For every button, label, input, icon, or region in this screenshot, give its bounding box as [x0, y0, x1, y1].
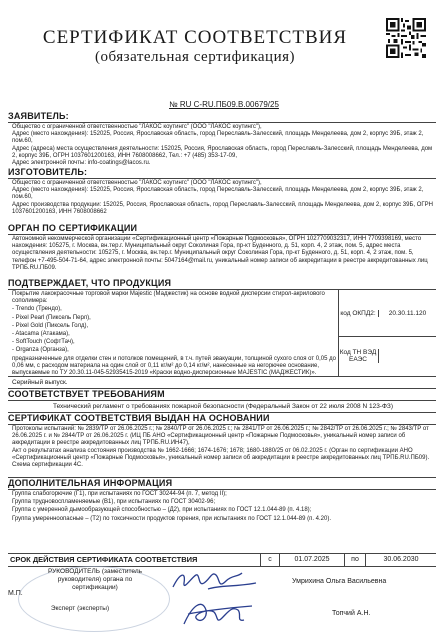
product-section-header — [8, 278, 436, 290]
serial-row — [8, 376, 436, 387]
applicant-section — [8, 111, 436, 167]
certification-body-section — [8, 223, 436, 272]
validity-to-date: 30.06.2030 — [383, 556, 419, 563]
certification-body-text: Автономной некоммерческой организации «Сертификационный центр «Пожарные Подмосковья», ОГРН 1027709032317, ИНН 7709398169, место нахождения: 105275, г. Москва, вн.тер.г. Муниципальный округ Соколиная Гора, пр-кт Буденного, д. 51, корп. 4, 2 этаж, пом. 5, адрес места осуществления деятельности: 105275, г. Москва, вн.тер.г. Муниципальный округ Соколиная Гора, пр-кт Буденного, д. 51, корп. 4, 2 этаж, пом. 5, телефон +7-495-504-71-64, адрес электронной почты: 5047164@mail.ru, уникальный номер записи об аккредитации в реестре аккредитованных лиц ТРПБ.RU.ПБ09. — [12, 236, 428, 271]
certificate-number: № RU C-RU.ПБ09.В.00679/25 — [169, 100, 279, 109]
product-description — [8, 290, 339, 376]
product-intro: Покрытие лакокрасочные торговой марки Majestic (Маджестик) на основе водной дисперсии стирол-акрилового сополимера: — [12, 291, 325, 305]
additional-info-section — [8, 477, 436, 523]
applicant-text: Общество с ограниченной ответственностью "ЛАКОС коутингс" (ООО "ЛАКОС коутингс"), Адрес (место нахождения): 152025, Россия, Ярославская область, город Переславль-Залесский, площадь Менделеева, дом 2, корпус 39Б, этаж 2, пом.60, Адрес (адреса) места осуществления деятельности: 152025, Россия, Ярославская область, город Переславль-Залесский, площадь Менделеева, дом 2, корпус 39Б, ОГРН 1037601200163, ИНН 7608008662, Тел.: +7 (485) 353-17-09, Адрес электронной почты: info-coatings@lacos.ru. — [12, 124, 433, 167]
validity-from-word: с — [260, 554, 280, 566]
tnved-code-label: Код ТН ВЭД ЕАЭС — [338, 349, 379, 363]
additional-info-line: Группа слабогорючие (Г1), при испытаниях по ГОСТ 30244-94 (п. 7, метод II); — [12, 491, 227, 497]
product-heading: ПОДТВЕРЖДАЕТ, ЧТО ПРОДУКЦИЯ — [8, 278, 436, 290]
basis-section — [8, 412, 436, 469]
applicant-heading: ЗАЯВИТЕЛЬ: — [8, 111, 436, 123]
manufacturer-section — [8, 167, 436, 216]
serial-text: Серийный выпуск. — [12, 379, 68, 386]
okpd-code-value: 20.30.11.120 — [388, 309, 427, 317]
requirements-heading: СООТВЕТСТВУЕТ ТРЕБОВАНИЯМ — [8, 388, 436, 401]
product-usage: предназначенные для отделки стен и потолков помещений, в т.ч. путей эвакуации, толщиной сухого слоя от 0,05 до 0,06 мм, с расходом материала на один слой от 0,11 кг/м² до 0,14 кг/м², нанесенные на негорючее основание, выпускаемые по ТУ 20.30.11-045-52935415-2019 «Краски водно-дисперсионные MAJESTIC (МАДЖЕСТИК)». — [12, 355, 336, 377]
qr-code-icon — [386, 18, 426, 58]
manufacturer-text: Общество с ограниченной ответственностью "ЛАКОС коутингс" (ООО "ЛАКОС коутингс"), Адрес (место нахождения): 152025, Россия, Ярославская область, город Переславль-Залесский, площадь Менделеева, дом 2, корпус 39Б, этаж 2, пом.60, Адрес производства продукции: 152025, Россия, Ярославская область, город Переславль-Залесский, площадь Менделеева, дом 2, корпус 39Б, ОГРН 1037601200163, ИНН 7608008662 — [12, 180, 434, 215]
basis-text: Протоколы испытаний: № 2839/ТР от 26.06.2025 г.; № 2840/ТР от 26.06.2025 г.; № 2841/ТР от 26.06.2025 г.; № 2842/ТР от 26.06.2025 г.; № 2843/ТР от 26.06.2025 г. и № 2844/ТР от 26.06.2025 г. (ИЦ ПБ АНО «Сертификационный центр «Пожарные Подмосковья», уникальный номер записи об аккредитации в реестре аккредитованных лиц ТРПБ.RU.ИН47), Акт о результатах анализа состояния производства № 1662-1666; 1674-1676; 1678; 1680-1880/25 от 06.02.2025 г. (Орган по сертификации АНО «Сертификационный центр «Пожарные Подмосковья», уникальный номер записи об аккредитации в реестре аккредитованных лиц ТРПБ.RU.ПБ09). Схема сертификации 4С. — [12, 426, 430, 469]
requirements-section — [8, 388, 436, 412]
additional-info-line: Группа умеренноопасные – (Т2) по токсичности продуктов горения, при испытаниях по ГОСТ 12.1.044-89 (п. 4.20). — [12, 515, 331, 522]
certification-body-heading: ОРГАН ПО СЕРТИФИКАЦИИ — [8, 223, 436, 235]
product-item: - SoftTouch (СофтТач), — [12, 339, 75, 346]
expert-role: Эксперт (эксперты) — [50, 605, 110, 612]
head-signature — [168, 565, 263, 597]
product-codes-table — [338, 290, 436, 376]
product-item: - Pixel Gold (Пиксель Голд), — [12, 322, 89, 329]
additional-info-heading: ДОПОЛНИТЕЛЬНАЯ ИНФОРМАЦИЯ — [8, 477, 436, 490]
product-item: - Trendo (Трендо), — [12, 306, 62, 313]
validity-from-date: 01.07.2025 — [294, 556, 330, 563]
head-role: РУКОВОДИТЕЛЬ (заместитель руководителя) органа по сертификации) — [47, 568, 143, 591]
okpd-code-label: код ОКПД2: — [338, 310, 379, 317]
additional-info-line: Группа трудновоспламеняемые (В1), при испытаниях по ГОСТ 30402-96; — [12, 499, 216, 506]
head-name: Умрихина Ольга Васильевна — [292, 578, 387, 585]
certificate-title: СЕРТИФИКАТ СООТВЕТСТВИЯ — [42, 27, 348, 48]
okpd-code-row — [338, 290, 436, 337]
tnved-code-row — [338, 337, 436, 375]
basis-heading: СЕРТИФИКАТ СООТВЕТСТВИЯ ВЫДАН НА ОСНОВАНИИ — [8, 412, 436, 425]
product-item: - Atacama (Атакама), — [12, 331, 70, 338]
product-item: - Organza (Органза), — [12, 347, 69, 354]
additional-info-line: Группа с умеренной дымообразующей способностью – (Д2), при испытаниях по ГОСТ 12.1.044-89 (п. 4.18); — [12, 507, 312, 514]
expert-name: Топчий А.Н. — [332, 610, 371, 617]
validity-label: СРОК ДЕЙСТВИЯ СЕРТИФИКАТА СООТВЕТСТВИЯ — [10, 555, 198, 564]
manufacturer-heading: ИЗГОТОВИТЕЛЬ: — [8, 167, 436, 179]
product-item: - Pixel Pearl (Пиксель Перл), — [12, 314, 91, 321]
certificate-subtitle: (обязательная сертификация) — [94, 49, 296, 65]
expert-signature — [178, 596, 258, 630]
validity-to-word: по — [344, 554, 366, 566]
stamp-label: М.П. — [8, 590, 23, 597]
requirements-text: Технический регламент о требованиях пожарной безопасности (Федеральный Закон от 22 июля 2008 N 123-ФЗ) — [52, 403, 394, 410]
